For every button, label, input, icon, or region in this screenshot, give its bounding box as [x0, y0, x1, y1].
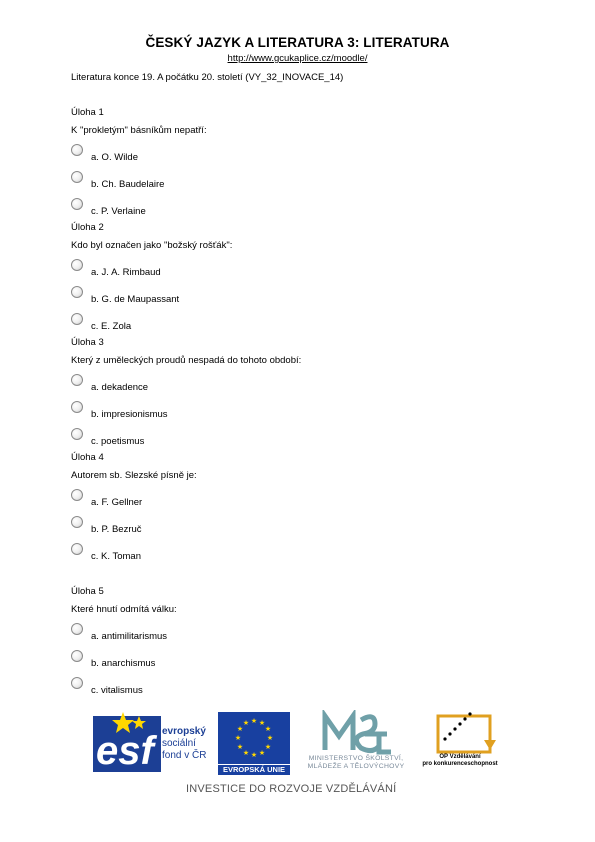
option-label: b. P. Bezruč [91, 524, 142, 535]
question-5-label: Úloha 5 [71, 586, 104, 597]
option-label: a. O. Wilde [91, 152, 138, 163]
svg-text:★: ★ [250, 717, 258, 725]
msmt-caption-line: MLÁDEŽE A TĚLOVÝCHOVY [307, 763, 405, 770]
radio-button[interactable] [71, 171, 83, 183]
question-1-option-c[interactable] [71, 198, 371, 220]
esf-caption-line: evropský [162, 726, 206, 737]
op-caption-line: OP Vzdělávání [439, 754, 481, 760]
esf-caption-line: fond v ČR [162, 750, 207, 761]
svg-text:★: ★ [234, 734, 242, 742]
svg-text:★: ★ [250, 751, 258, 759]
esf-caption [162, 726, 206, 762]
question-1-text: K "prokletým" básníkům nepatří: [71, 125, 207, 136]
question-5-option-c[interactable] [71, 677, 371, 699]
question-1-label: Úloha 1 [71, 107, 104, 118]
moodle-link[interactable]: http://www.gcukaplice.cz/moodle/ [227, 53, 368, 64]
question-5-option-a[interactable] [71, 623, 371, 645]
option-label: a. antimilitarismus [91, 631, 168, 642]
radio-button[interactable] [71, 489, 83, 501]
radio-button[interactable] [71, 516, 83, 528]
op-caption [418, 754, 502, 768]
radio-button[interactable] [71, 650, 83, 662]
option-label: a. F. Gellner [91, 497, 143, 508]
svg-text:★: ★ [264, 725, 272, 733]
question-2-option-b[interactable] [71, 286, 371, 308]
op-logo [430, 712, 500, 778]
option-label: c. K. Toman [91, 551, 141, 562]
question-2-option-a[interactable] [71, 259, 371, 281]
radio-button[interactable] [71, 428, 83, 440]
option-label: b. anarchismus [91, 658, 156, 669]
question-3-option-a[interactable] [71, 374, 371, 396]
radio-button[interactable] [71, 677, 83, 689]
test-subtitle: Literatura konce 19. A počátku 20. století (VY_32_INOVACE_14) [71, 72, 344, 83]
radio-button[interactable] [71, 313, 83, 325]
svg-text:esf: esf [96, 729, 154, 773]
option-label: c. poetismus [91, 436, 145, 447]
radio-button[interactable] [71, 259, 83, 271]
option-label: c. P. Verlaine [91, 206, 146, 217]
option-label: c. E. Zola [91, 321, 132, 332]
page-title: ČESKÝ JAZYK A LITERATURA 3: LITERATURA [145, 35, 450, 50]
question-3-label: Úloha 3 [71, 337, 104, 348]
eu-flag-icon [218, 712, 290, 764]
radio-button[interactable] [71, 401, 83, 413]
question-4-text: Autorem sb. Slezské písně je: [71, 470, 197, 481]
question-3-text: Který z uměleckých proudů nespadá do tohoto období: [71, 355, 302, 366]
radio-button[interactable] [71, 144, 83, 156]
question-5-text: Které hnutí odmítá válku: [71, 604, 177, 615]
question-2-option-c[interactable] [71, 313, 371, 335]
svg-text:★: ★ [258, 749, 266, 757]
radio-button[interactable] [71, 543, 83, 555]
question-2-label: Úloha 2 [71, 222, 104, 233]
option-label: b. impresionismus [91, 409, 168, 420]
question-3-option-b[interactable] [71, 401, 371, 423]
esf-caption-line: sociální [162, 738, 196, 749]
option-label: a. dekadence [91, 382, 149, 393]
question-4-label: Úloha 4 [71, 452, 104, 463]
question-4-option-a[interactable] [71, 489, 371, 511]
footer-logos [90, 708, 510, 808]
svg-text:★: ★ [266, 734, 274, 742]
radio-button[interactable] [71, 286, 83, 298]
svg-text:★: ★ [242, 749, 250, 757]
svg-text:★: ★ [242, 719, 250, 727]
radio-button[interactable] [71, 198, 83, 210]
question-4-option-b[interactable] [71, 516, 371, 538]
svg-text:★: ★ [258, 719, 266, 727]
option-label: c. vitalismus [91, 685, 143, 696]
question-1-option-a[interactable] [71, 144, 371, 166]
msmt-caption [295, 755, 417, 771]
question-3-option-c[interactable] [71, 428, 371, 450]
option-label: a. J. A. Rimbaud [91, 267, 161, 278]
question-5-option-b[interactable] [71, 650, 371, 672]
msmt-caption-line: MINISTERSTVO ŠKOLSTVÍ, [308, 755, 404, 762]
option-label: b. Ch. Baudelaire [91, 179, 165, 190]
question-2-text: Kdo byl označen jako "božský rošťák": [71, 240, 233, 251]
svg-text:★: ★ [236, 743, 244, 751]
radio-button[interactable] [71, 374, 83, 386]
question-1-option-b[interactable] [71, 171, 371, 193]
svg-text:★: ★ [264, 743, 272, 751]
op-caption-line: pro konkurenceschopnost [422, 761, 498, 767]
eu-label: EVROPSKÁ UNIE [218, 765, 290, 775]
investice-slogan: INVESTICE DO ROZVOJE VZDĚLÁVÁNÍ [186, 783, 397, 795]
option-label: b. G. de Maupassant [91, 294, 180, 305]
svg-text:★: ★ [236, 725, 244, 733]
question-4-option-c[interactable] [71, 543, 371, 565]
radio-button[interactable] [71, 623, 83, 635]
